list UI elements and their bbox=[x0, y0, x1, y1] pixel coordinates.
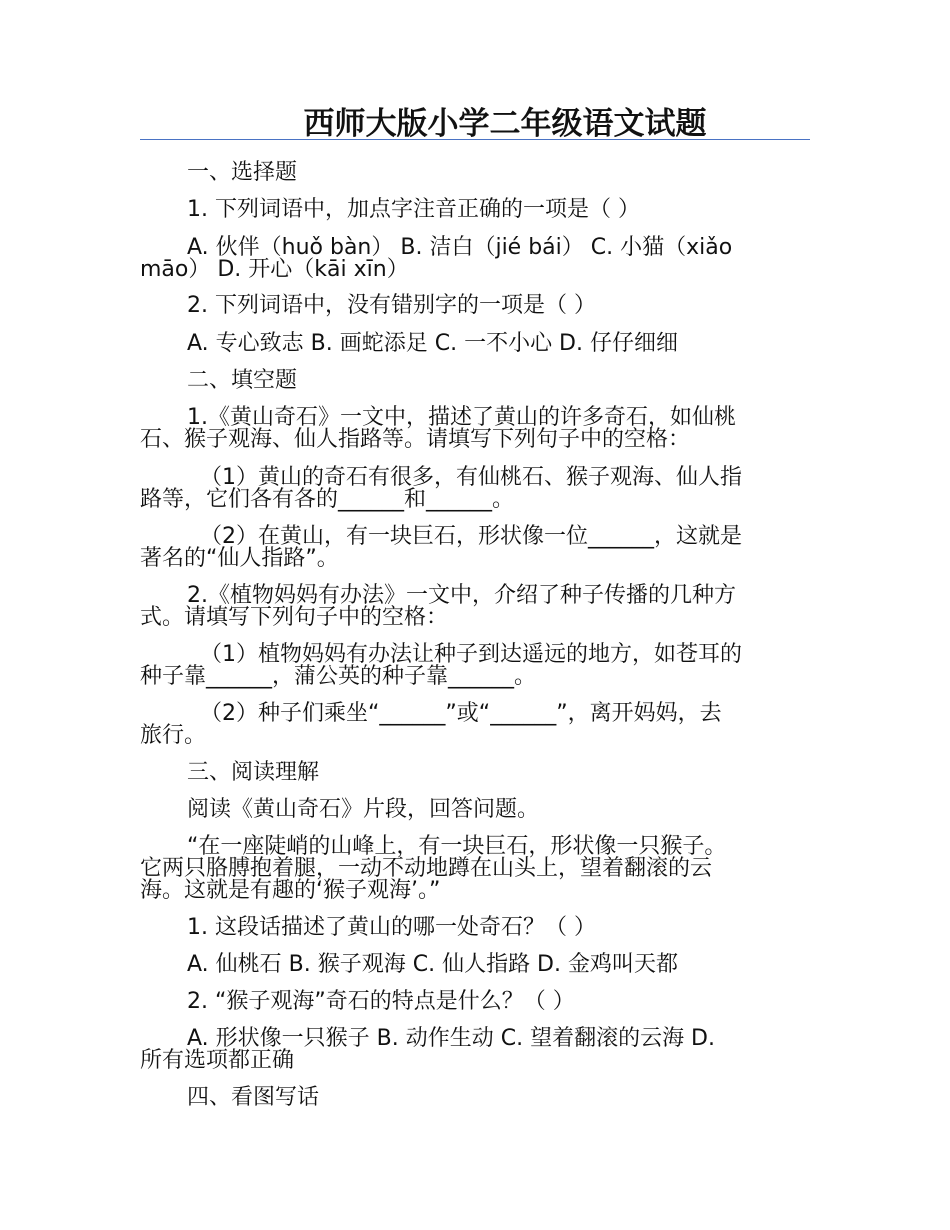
reading-question-1: 1. 这段话描述了黄山的哪一处奇石？（ ） bbox=[187, 915, 596, 940]
fill-question-2-item-2: （2）种子们乘坐“______”或“______”，离开妈妈，去 旅行。 bbox=[140, 701, 722, 748]
question-2-options: A. 专心致志 B. 画蛇添足 C. 一不小心 D. 仔仔细细 bbox=[187, 331, 678, 356]
fill-question-1-item-2: （2）在黄山，有一块巨石，形状像一位______，这就是 著名的“仙人指路”。 bbox=[140, 524, 742, 571]
reading-question-1-options: A. 仙桃石 B. 猴子观海 C. 仙人指路 D. 金鸡叫天都 bbox=[187, 952, 678, 977]
title-underline bbox=[140, 139, 810, 140]
section-heading-picture-writing: 四、看图写话 bbox=[187, 1085, 320, 1110]
reading-intro: 阅读《黄山奇石》片段，回答问题。 bbox=[187, 797, 540, 822]
section-heading-choice: 一、选择题 bbox=[187, 160, 298, 185]
fill-question-2: 2.《植物妈妈有办法》一文中，介绍了种子传播的几种方 式。请填写下列句子中的空格： bbox=[140, 583, 736, 630]
fill-question-1-item-1: （1）黄山的奇石有很多，有仙桃石、猴子观海、仙人指 路等，它们各有各的______和______。 bbox=[140, 465, 742, 512]
fill-question-1: 1.《黄山奇石》一文中，描述了黄山的许多奇石，如仙桃 石、猴子观海、仙人指路等。请填写下列句子中的空格： bbox=[140, 405, 736, 452]
reading-passage: “在一座陡峭的山峰上，有一块巨石，形状像一只猴子。 它两只胳膊抱着腿，一动不动地蹲在山头上，望着翻滚的云 海。这就是有趣的‘猴子观海’。” bbox=[140, 834, 727, 903]
page-title: 西师大版小学二年级语文试题 bbox=[303, 106, 707, 142]
section-heading-reading: 三、阅读理解 bbox=[187, 760, 320, 785]
fill-question-2-item-1: （1）植物妈妈有办法让种子到达遥远的地方，如苍耳的 种子靠______，蒲公英的种子靠______。 bbox=[140, 642, 742, 689]
question-1: 1. 下列词语中，加点字注音正确的一项是（ ） bbox=[187, 197, 640, 222]
question-2: 2. 下列词语中，没有错别字的一项是（ ） bbox=[187, 293, 596, 318]
reading-question-2-options: A. 形状像一只猴子 B. 动作生动 C. 望着翻滚的云海 D. 所有选项都正确 bbox=[140, 1026, 715, 1073]
reading-question-2: 2. “猴子观海”奇石的特点是什么？（ ） bbox=[187, 989, 575, 1014]
question-1-options: A. 伙伴（huǒ bàn） B. 洁白（jié bái） C. 小猫（xiǎo māo） D. 开心（kāi xīn） bbox=[140, 235, 733, 282]
section-heading-fill: 二、填空题 bbox=[187, 368, 298, 393]
